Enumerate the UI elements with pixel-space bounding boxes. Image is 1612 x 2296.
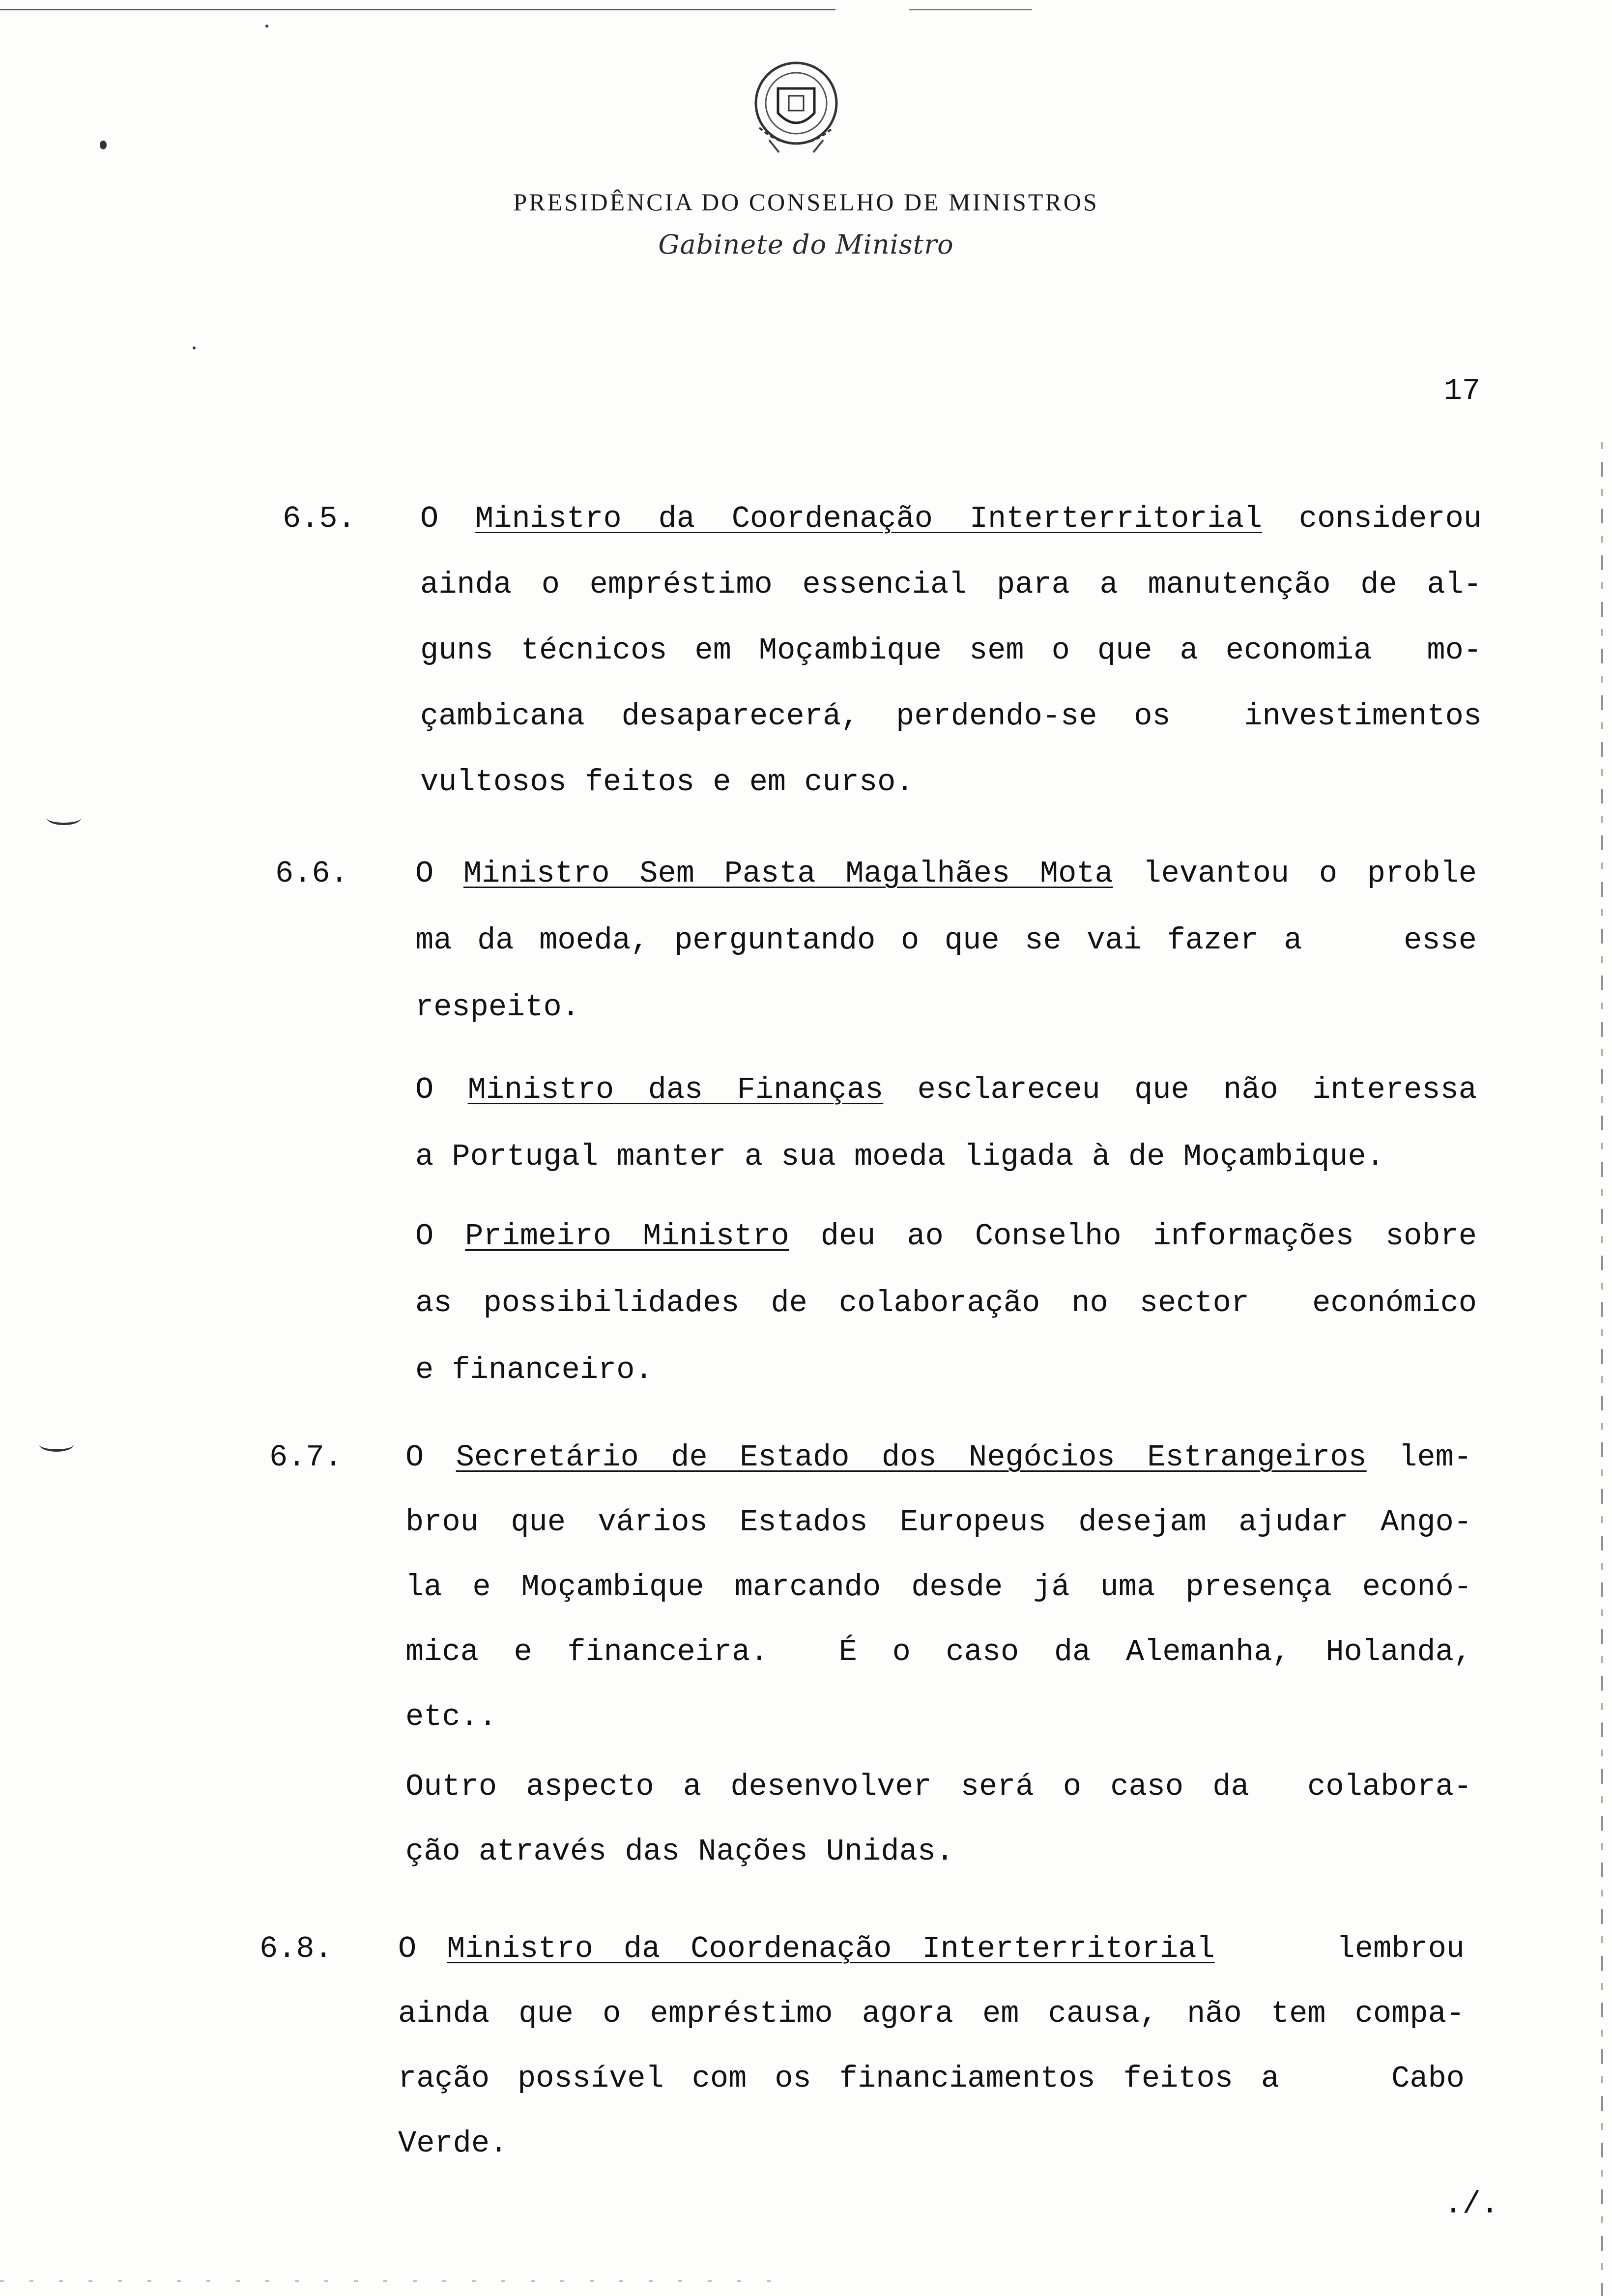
line-tail: deu ao Conselho informações sobre: [789, 1219, 1477, 1254]
line-lead: O: [415, 856, 463, 891]
scan-top-line: [909, 9, 1032, 10]
line-tail: considerou: [1262, 501, 1482, 536]
text-line: [415, 1219, 1477, 1254]
line-lead: O: [420, 501, 476, 536]
text-line: ração possível com os financiamentos feitos a Cabo: [398, 2061, 1465, 2096]
line-tail: levantou o proble: [1113, 856, 1477, 891]
section-number: 6.7.: [269, 1440, 343, 1475]
text-line: ma da moeda, perguntando o que se vai fazer a esse: [415, 923, 1477, 958]
text-line: [405, 1440, 1472, 1475]
text-line: as possibilidades de colaboração no sector económico: [415, 1286, 1477, 1320]
text-line: [415, 856, 1477, 891]
speaker-name: Ministro da Coordenação Interterritorial: [447, 1931, 1215, 1966]
text-line: vultosos feitos e em curso.: [420, 765, 914, 800]
margin-mark: [39, 1437, 74, 1452]
page-number: 17: [1443, 373, 1480, 408]
speaker-name: Ministro das Finanças: [467, 1072, 884, 1107]
line-lead: O: [415, 1219, 465, 1254]
text-line: la e Moçambique marcando desde já uma presença econó-: [405, 1570, 1472, 1605]
line-tail: esclareceu que não interessa: [883, 1072, 1477, 1107]
text-line: ção através das Nações Unidas.: [405, 1834, 954, 1869]
text-line: [420, 501, 1482, 536]
text-line: a Portugal manter a sua moeda ligada à de Moçambique.: [415, 1139, 1384, 1174]
section-number: 6.8.: [259, 1931, 333, 1966]
text-line: guns técnicos em Moçambique sem o que a economia mo-: [420, 633, 1482, 668]
section-number: 6.5.: [283, 501, 356, 536]
institution-heading: PRESIDÊNCIA DO CONSELHO DE MINISTROS: [513, 188, 1099, 216]
text-line: ainda o empréstimo essencial para a manutenção de al-: [420, 567, 1482, 602]
text-line: brou que vários Estados Europeus desejam ajudar Ango-: [405, 1505, 1472, 1540]
coat-of-arms-icon: [740, 54, 853, 167]
line-lead: O: [415, 1072, 468, 1107]
speaker-name: Ministro da Coordenação Interterritorial: [475, 501, 1263, 536]
scan-speck: [265, 25, 268, 28]
scan-bottom-edge: [0, 2280, 786, 2282]
text-line: etc..: [405, 1699, 497, 1734]
text-line: mica e financeira. É o caso da Alemanha, Holanda,: [405, 1635, 1472, 1669]
speaker-name: Primeiro Ministro: [465, 1219, 789, 1254]
line-lead: O: [405, 1440, 456, 1475]
text-line: [398, 1931, 1465, 1966]
scan-right-edge: [1601, 442, 1603, 2296]
text-line: respeito.: [415, 990, 580, 1025]
speaker-name: Ministro Sem Pasta Magalhães Mota: [463, 856, 1113, 891]
scan-speck: [100, 141, 107, 149]
line-tail: lem-: [1366, 1440, 1472, 1475]
speaker-name: Secretário de Estado dos Negócios Estrangeiros: [456, 1440, 1367, 1475]
office-subheading: Gabinete do Ministro: [658, 229, 954, 260]
scan-top-line: [0, 9, 835, 10]
section-number: 6.6.: [275, 856, 348, 891]
text-line: e financeiro.: [415, 1352, 653, 1387]
margin-mark: [47, 811, 81, 825]
text-line: Verde.: [398, 2126, 508, 2161]
text-line: çambicana desaparecerá, perdendo-se os investimentos: [420, 699, 1482, 734]
continuation-mark: ./.: [1444, 2187, 1499, 2222]
text-line: Outro aspecto a desenvolver será o caso da colabora-: [405, 1769, 1472, 1804]
text-line: ainda que o empréstimo agora em causa, não tem compa-: [398, 1996, 1465, 2031]
line-tail: lembrou: [1214, 1931, 1465, 1966]
scan-speck: [193, 346, 196, 349]
text-line: [415, 1072, 1477, 1107]
line-lead: O: [398, 1931, 447, 1966]
